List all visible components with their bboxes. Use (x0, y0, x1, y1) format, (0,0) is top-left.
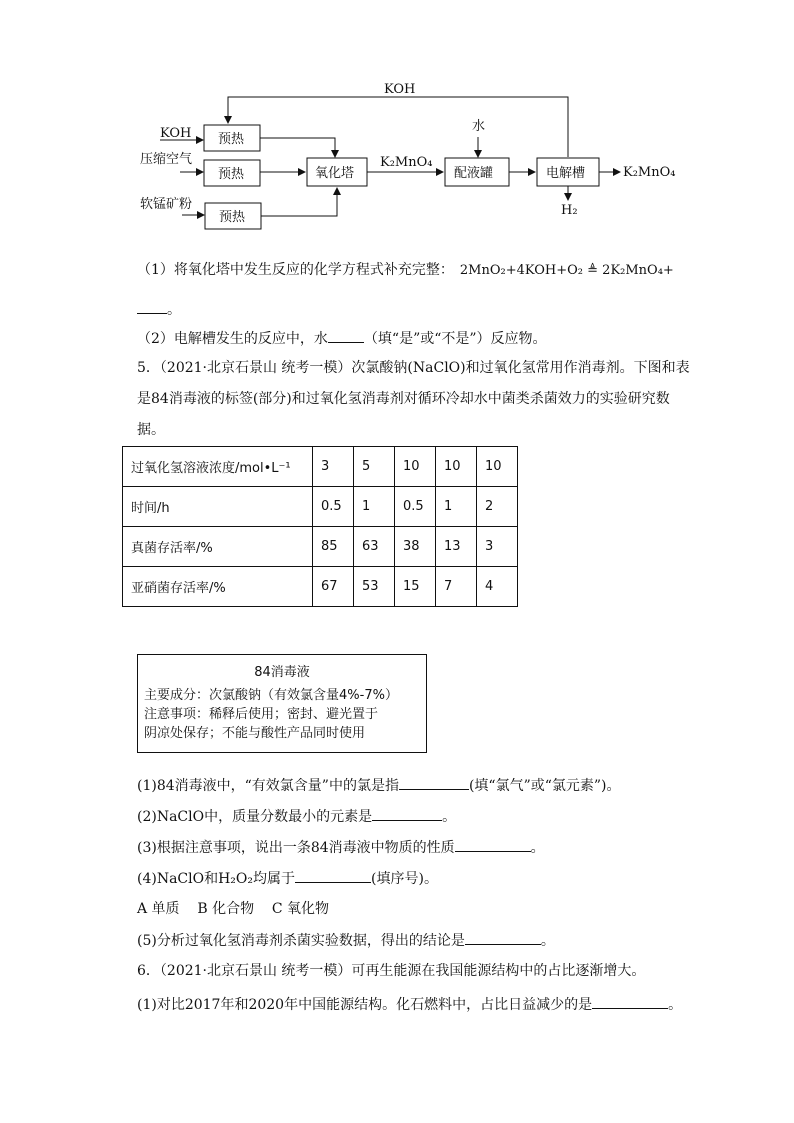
q5-sub1-text-a: (1)84消毒液中，“有效氯含量”中的氯是指 (137, 778, 399, 794)
table-row-label: 时间/h (123, 487, 313, 527)
q5-options: A 单质 B 化合物 C 氧化物 (137, 901, 330, 917)
table-row (123, 487, 518, 527)
koh-input-label: KOH (160, 126, 192, 141)
air-input-label: 压缩空气 (140, 152, 193, 167)
q4-part1 (137, 260, 674, 281)
table-cell: 4 (477, 567, 518, 607)
q5-sub2-text-a: (2)NaClO中，质量分数最小的元素是 (137, 809, 373, 825)
q5-sub4 (137, 868, 438, 889)
q5-sub5-text-b: 。 (540, 933, 555, 949)
table-cell: 1 (354, 487, 395, 527)
mixing-tank-label: 配液罐 (454, 166, 494, 181)
electrolytic-cell-label: 电解槽 (546, 166, 586, 181)
table-cell: 3 (477, 527, 518, 567)
q4-part2 (137, 328, 547, 349)
table-row (123, 527, 518, 567)
disinfectant-label-box (137, 654, 427, 753)
q5-sub4-blank[interactable] (295, 868, 371, 883)
table-cell: 3 (313, 447, 354, 487)
preheat-label-1: 预热 (218, 132, 245, 147)
q5-sub3 (137, 837, 545, 858)
q5-sub2-blank[interactable] (372, 806, 442, 821)
q6-intro: 6．（2021·北京石景山 统考一模）可再生能源在我国能源结构中的占比逐渐增大。 (137, 963, 646, 979)
table-row-label: 真菌存活率/% (123, 527, 313, 567)
table-cell: 53 (354, 567, 395, 607)
table-cell: 2 (477, 487, 518, 527)
q6-sub1-blank[interactable] (592, 994, 668, 1009)
q5-sub1-text-b: (填“氯气”或“氯元素”)。 (468, 778, 621, 794)
table-cell: 0.5 (313, 487, 354, 527)
water-label: 水 (472, 119, 486, 134)
q5-sub1 (137, 775, 621, 796)
disinfectant-label-line3: 阴凉处保存；不能与酸性产品同时使用 (144, 726, 366, 741)
table-row (123, 447, 518, 487)
table-cell: 15 (395, 567, 436, 607)
q5-intro-line2: 是84消毒液的标签(部分)和过氧化氢消毒剂对循环冷却水中菌类杀菌效力的实验研究数 (137, 391, 670, 407)
q6-sub1-text-a: (1)对比2017年和2020年中国能源结构。化石燃料中，占比日益减少的是 (137, 997, 593, 1013)
q4-part1-end: 。 (167, 302, 181, 318)
table-cell: 67 (313, 567, 354, 607)
q4-part2-blank[interactable] (328, 328, 364, 343)
preheat-label-3: 预热 (219, 210, 246, 225)
q6-sub1 (137, 994, 682, 1015)
q5-sub5 (137, 930, 555, 951)
q5-intro-line3: 据。 (137, 422, 165, 438)
h2o2-data-table (122, 446, 518, 607)
koh-recycle-label: KOH (384, 82, 416, 97)
preheat-label-2: 预热 (218, 167, 245, 182)
q5-sub5-blank[interactable] (465, 930, 541, 945)
oxidation-tower-label: 氧化塔 (315, 166, 355, 181)
k2mno4-mid-label: K₂MnO₄ (380, 155, 433, 170)
table-cell: 0.5 (395, 487, 436, 527)
table-row-label: 亚硝菌存活率/% (123, 567, 313, 607)
q4-part1-text: （1）将氧化塔中发生反应的化学方程式补充完整： (137, 262, 454, 278)
recycle-line (228, 97, 568, 157)
q5-intro-line1: 5．（2021·北京石景山 统考一模）次氯酸钠(NaClO)和过氧化氢常用作消毒剂。下图和表 (137, 360, 690, 376)
q5-sub3-text-a: (3)根据注意事项，说出一条84消毒液中物质的性质 (137, 840, 455, 856)
q5-sub3-blank[interactable] (455, 837, 531, 852)
q5-sub3-text-b: 。 (530, 840, 545, 856)
ore-input-label: 软锰矿粉 (140, 197, 193, 212)
q4-part1-answer (137, 299, 181, 320)
table-cell: 7 (436, 567, 477, 607)
table-cell: 10 (477, 447, 518, 487)
q4-equation: 2MnO₂+4KOH+O₂ ≜ 2K₂MnO₄+ (459, 263, 674, 278)
table-cell: 85 (313, 527, 354, 567)
table-cell: 38 (395, 527, 436, 567)
disinfectant-label-line2: 注意事项：稀释后使用；密封、避光置于 (144, 707, 379, 722)
q5-sub5-text-a: (5)分析过氧化氢消毒剂杀菌实验数据，得出的结论是 (137, 933, 465, 949)
q6-sub1-text-b: 。 (668, 997, 683, 1013)
table-cell: 63 (354, 527, 395, 567)
table-cell: 1 (436, 487, 477, 527)
q5-sub4-text-b: (填序号)。 (371, 871, 438, 887)
table-cell: 5 (354, 447, 395, 487)
k2mno4-output-label: K₂MnO₄ (623, 165, 676, 180)
table-cell: 10 (395, 447, 436, 487)
table-row-label: 过氧化氢溶液浓度/mol•L⁻¹ (123, 447, 313, 487)
q5-sub4-text-a: (4)NaClO和H₂O₂均属于 (137, 871, 296, 887)
q5-sub2 (137, 806, 456, 827)
h2-output-label: H₂ (561, 203, 578, 218)
process-diagram (0, 0, 794, 240)
disinfectant-label-title: 84消毒液 (254, 665, 310, 680)
table-cell: 10 (436, 447, 477, 487)
q4-part2-text-b: （填“是”或“不是”）反应物。 (363, 331, 547, 347)
table-row (123, 567, 518, 607)
table-cell: 13 (436, 527, 477, 567)
q4-part1-blank[interactable] (137, 299, 167, 314)
disinfectant-label-line1: 主要成分：次氯酸钠（有效氯含量4%-7%） (144, 688, 398, 703)
q5-sub1-blank[interactable] (399, 775, 469, 790)
q5-sub2-text-b: 。 (442, 809, 457, 825)
q4-part2-text-a: （2）电解槽发生的反应中，水 (137, 331, 328, 347)
